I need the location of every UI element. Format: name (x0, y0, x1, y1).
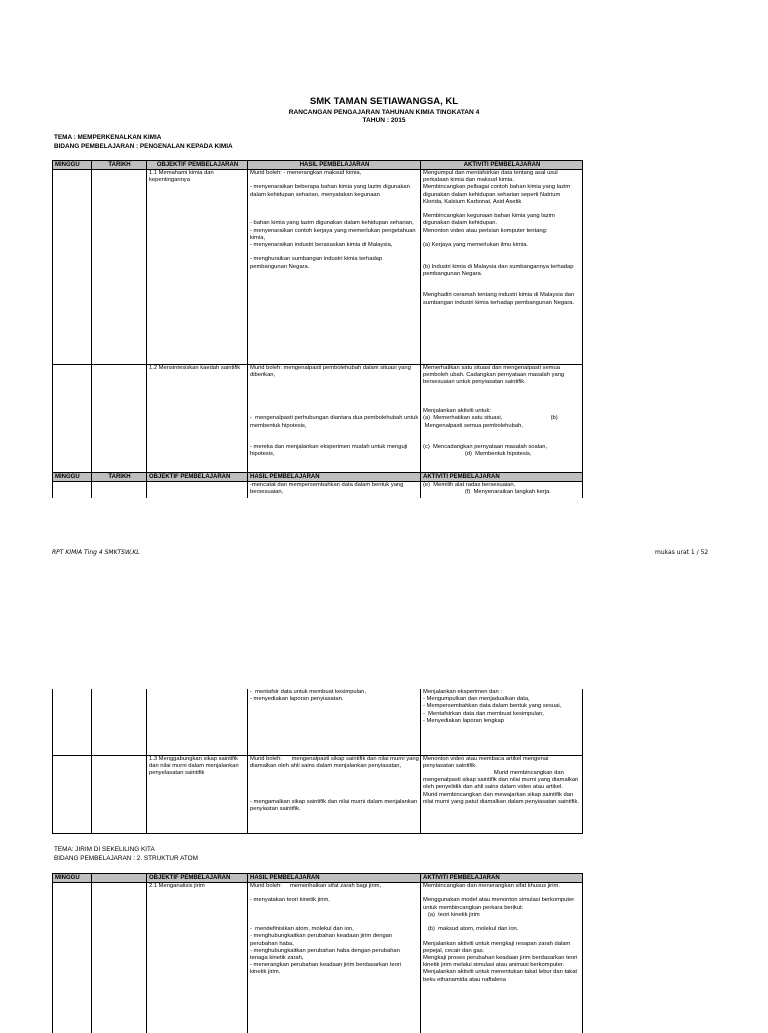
aktiviti-cell: Membincangkan dan menerangkan sifat khusus jirim. Menggunakan model atau menonton simulasi berkomputer untuk membincangkan perkara berikut: (a) teori kinetik jirim (b) maksud atom, molekul dan ion. Menjalankan aktiviti untuk mengkaji resapan zarah dalam pepejal, cecair dan gas. Mengkaji proses perubahan keadaan jirim berdasarkan teori kinetik jirim melalui simulasi atau animasi berkomputer. Menjalankan aktiviti untuk menentukan takat lebur dan takat beku ethanamida atau naftalena (421, 883, 583, 1033)
table-header-row: MINGGU OBJEKTIF PEMBELAJARAN HASIL PEMBELAJARAN AKTIVITI PEMBELAJARAN (53, 874, 583, 883)
hasil-cell: - mentafsir data untuk membuat kesimpulan, - menyediakan laporan penyiasatan. (248, 689, 421, 755)
objektif-cell: 1.1 Memahami kimia dan kepentingannya (147, 170, 248, 365)
col-aktiviti: AKTIVITI PEMBELAJARAN (421, 161, 583, 170)
tema-label: TEMA : MEMPERKENALKAN KIMIA (54, 134, 162, 141)
objektif-cell: 1.2 Mensintesiskan kaedah saintifik (147, 365, 248, 473)
table-row (53, 365, 583, 473)
bidang-label: BIDANG PEMBELAJARAN : PENGENALAN KEPADA KIMIA (54, 143, 233, 150)
lesson-plan-table-1 (52, 160, 583, 498)
table-header-row (53, 161, 583, 170)
hasil-cell: Murid boleh: mengenalpasti pembolehubah dalam situasi yang diberikan, - mengenalpasti perhubungan diantara dua pembolehubah untuk membentuk hipotesis, - mereka dan menjalankan eksperimen mudah untuk menguji hipotesis, (248, 365, 421, 473)
col-tarikh: TARIKH (92, 161, 147, 170)
school-title: SMK TAMAN SETIAWANGSA, KL (309, 96, 459, 107)
aktiviti-cell: Menjalankan eksperimen dan : - Mengumpulkan dan menjadualkan data, - Mempersembahkan data dalam bentuk yang sesuai, - Mentafsirkan data dan membuat kesimpulan, - Menyediakan laporan lengkap (421, 689, 583, 755)
table-header-row-repeat: MINGGU TARIKH OBJEKTIF PEMBELAJARAN HASIL PEMBELAJARAN AKTIVITI PEMBELAJARAN (53, 473, 583, 482)
table-row (53, 883, 583, 1033)
table-row (53, 689, 583, 755)
hasil-cell: Murid boleh: - menerangkan maksud kimia, - menyenaraikan beberapa bahan kimia yang lazim digunakan dalam kehidupan seharian, menyatakan kegunaan - bahan kimia yang lazim digunakan dalam kehidupan seharian, - menyenaraikan contoh kerjaya yang memerlukan pengetahuan kimia, - menyenaraikan industri berasaskan kimia di Malaysia, - menghuraikan sumbangan industri kimia terhadap pembangunan Negara. (248, 170, 421, 365)
lesson-plan-table-3 (52, 873, 583, 1033)
table-row (53, 482, 583, 498)
footer-left: RPT KIMIA Ting 4 SMKTSW,KL (52, 549, 140, 556)
aktiviti-cell: Mengumpul dan mentafsirkan data tentang asal usul perkataan kimia dan maksud kimia. Membincangkan pelbagai contoh bahan kimia yang lazim digunakan dalam kehidupan seharian seperti Natrium Klorida, Kalsium Karbonat, Asid Asetik Membincangkan kegunaan bahan kimia yang lazim digunakan dalam kehidupan. Menonton video atau perisian komputer tentang: (a) Kerjaya yang memerlukan ilmu kimia. (b) Industri kimia di Malaysia dan sumbangannya terhadap pembangunan Negara. Menghadiri ceramah tentang industri kimia di Malaysia dan sumbangan industri kimia terhadap pembangunan Negara. (421, 170, 583, 365)
aktiviti-cell: Menonton video atau membaca artikel mengenai penyiasatan saintifik. Murid membincangkan dan mengenalpasti sikap saintifik dan nilai murni yang diamalkan oleh penyelidik dan ahli sains dalam video atau artikel. Murid membincangkan dan mewajarkan sikap saintifik dan nilai murni yang patut diamalkan dalam penyiasatan saintifik. (421, 755, 583, 833)
lesson-plan-table-2 (52, 689, 583, 834)
hasil-cell: -mencatat dan mempersembahkan data dalam bentuk yang bersesuaian, (248, 482, 421, 498)
col-minggu: MINGGU (53, 161, 92, 170)
objektif-cell: 2.1 Menganalisis jirim (147, 883, 248, 1033)
aktiviti-cell: Memerhatikan satu situasi dan mengenalpasti semua pemboleh ubah. Cadangkan pernyataan masalah yang bersesuaian untuk penyiasatan saintifik. Menjalankan aktiviti untuk: (a) Memerhatikan satu situasi, (b) Mengenalpasti semua pembolehubah, (c) Mencadangkan pernyataan masalah soalan, (d) Membentuk hipotesis, (421, 365, 583, 473)
objektif-cell: 1.3 Menggabungkan sikap saintifik dan nilai murni dalam menjalankan penyelasatan saintifik (147, 755, 248, 833)
section2-tema: TEMA: JIRIM DI SEKELILING KITA (54, 846, 155, 853)
table-row (53, 170, 583, 365)
section2-bidang: BIDANG PEMBELAJARAN : 2. STRUKTUR ATOM (54, 855, 198, 862)
footer-right: mukas urat 1 / 52 (655, 549, 709, 556)
hasil-cell: Murid boleh: memerihalkan sifat zarah bagi jirim, - menyatakan teori kinetik jirim, - mendefinisikan atom, molekul dan ion, - menghubungkaitkan perubahan keadaan jirim dengan perubahan haba, - menghubungkaitkan perubahan haba dengan perubahan tenaga kinetik zarah, - menerangkan perubahan keadaan jirim berdasarkan teori kinetik jirim. (248, 883, 421, 1033)
col-objektif: OBJEKTIF PEMBELAJARAN (147, 161, 248, 170)
year-label: TAHUN : 2015 (362, 117, 406, 124)
aktiviti-cell: (e) Memilih alat radas bersesuaian, (f) Menyenaraikan langkah kerja. (421, 482, 583, 498)
table-row (53, 755, 583, 833)
hasil-cell: Murid boleh: mengenalpasti sikap saintifik dan nilai murni yang diamalkan oleh ahli sains dalam menjalankan penyiasatan, - mengamalkan sikap saintifik dan nilai murni dalam menjalankan penyiastan saintifik. (248, 755, 421, 833)
plan-title: RANCANGAN PENGAJARAN TAHUNAN KIMIA TINGKATAN 4 (288, 109, 480, 116)
col-hasil: HASIL PEMBELAJARAN (248, 161, 421, 170)
